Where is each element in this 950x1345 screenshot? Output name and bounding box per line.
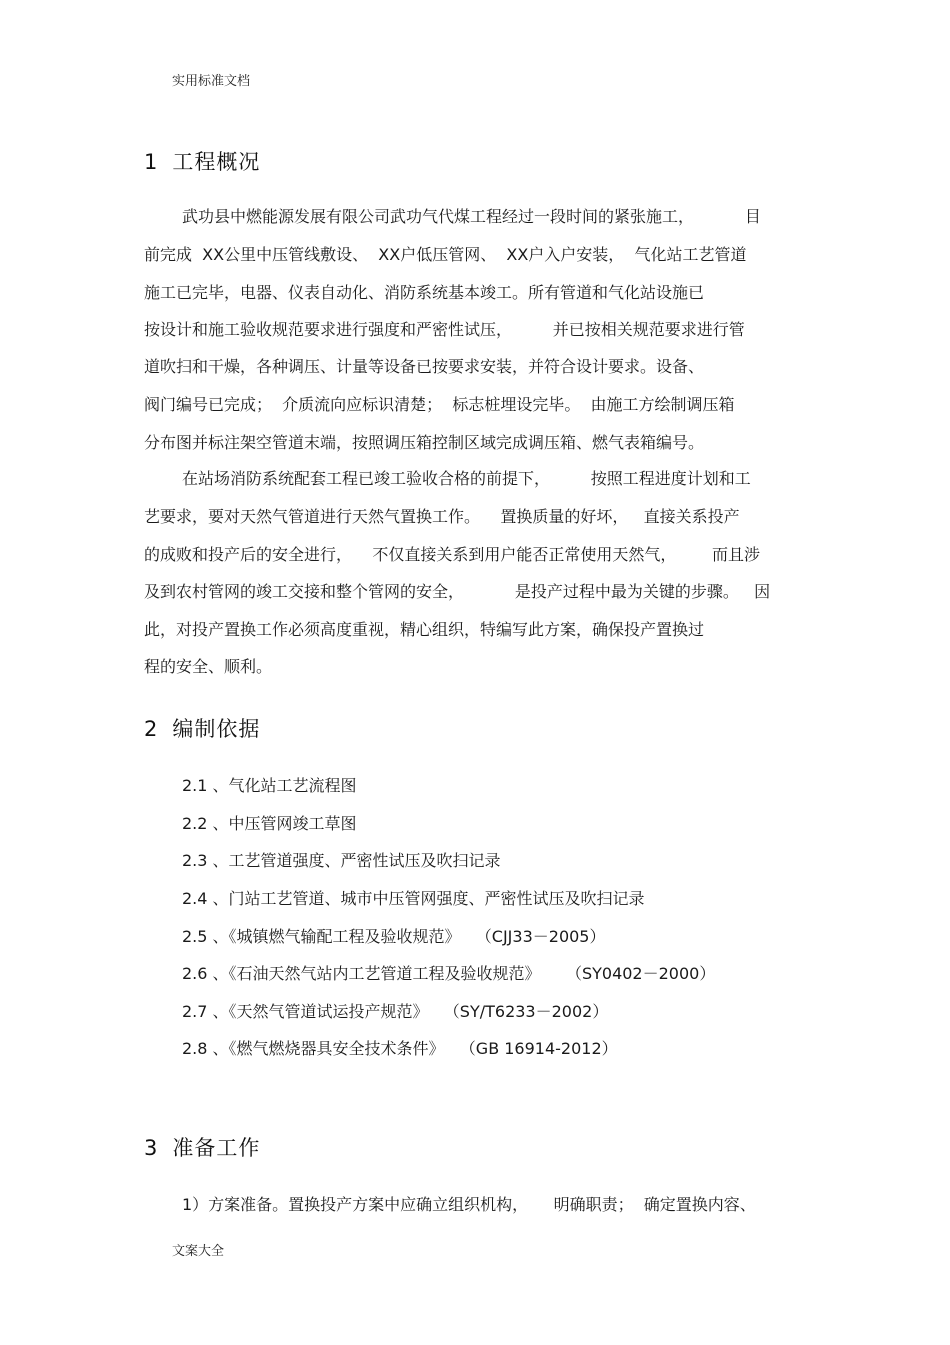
page-header: 实用标准文档	[172, 74, 251, 89]
paragraph-line: 此，对投产置换工作必须高度重视，精心组织，特编写此方案，确保投产置换过	[144, 620, 705, 639]
list-item: 2.5 、《城镇燃气输配工程及验收规范》 （CJJ33－2005）	[182, 927, 606, 946]
section-1-heading	[144, 146, 260, 176]
paragraph-line: 及到农村管网的竣工交接和整个管网的安全， 是投产过程中最为关键的步骤。 因	[144, 582, 771, 601]
paragraph-line: 艺要求，要对天然气管道进行天然气置换工作。 置换质量的好坏， 直接关系投产	[144, 507, 740, 526]
section-title: 准备工作	[172, 1136, 261, 1160]
paragraph-line: 分布图并标注架空管道末端，按照调压箱控制区域完成调压箱、燃气表箱编号。	[144, 433, 705, 452]
paragraph-line: 武功县中燃能源发展有限公司武功气代煤工程经过一段时间的紧张施工， 目	[182, 207, 761, 226]
list-item: 2.7 、《天然气管道试运投产规范》 （SY/T6233－2002）	[182, 1002, 609, 1021]
list-item: 2.8 、《燃气燃烧器具安全技术条件》 （GB 16914-2012）	[182, 1039, 618, 1058]
paragraph-line: 按设计和施工验收规范要求进行强度和严密性试压， 并已按相关规范要求进行管	[144, 320, 745, 339]
paragraph-line: 的成败和投产后的安全进行， 不仅直接关系到用户能否正常使用天然气， 而且涉	[144, 545, 760, 564]
paragraph-line: 程的安全、顺利。	[144, 657, 273, 676]
section-title: 工程概况	[172, 150, 261, 174]
page-footer: 文案大全	[172, 1244, 225, 1259]
paragraph-line: 阀门编号已完成； 介质流向应标识清楚； 标志桩埋设完毕。 由施工方绘制调压箱	[144, 395, 735, 414]
list-item: 2.3 、工艺管道强度、严密性试压及吹扫记录	[182, 851, 501, 870]
list-item: 2.2 、中压管网竣工草图	[182, 814, 357, 833]
paragraph-line: 前完成 XX公里中压管线敷设、 XX户低压管网、 XX户入户安装， 气化站工艺管道	[144, 245, 747, 264]
section-title: 编制依据	[172, 717, 261, 741]
list-item: 2.1 、气化站工艺流程图	[182, 776, 357, 795]
paragraph-line: 道吹扫和干燥，各种调压、计量等设备已按要求安装，并符合设计要求。设备、	[144, 357, 705, 376]
section-number: 1	[144, 150, 159, 174]
section-number: 2	[144, 717, 159, 741]
section-number: 3	[144, 1136, 159, 1160]
paragraph-line: 施工已完毕，电器、仪表自动化、消防系统基本竣工。所有管道和气化站设施已	[144, 283, 705, 302]
paragraph-line: 1）方案准备。置换投产方案中应确立组织机构， 明确职责； 确定置换内容、	[182, 1195, 756, 1214]
paragraph-line: 在站场消防系统配套工程已竣工验收合格的前提下， 按照工程进度计划和工	[182, 469, 751, 488]
section-3-heading	[144, 1132, 260, 1162]
list-item: 2.6 、《石油天然气站内工艺管道工程及验收规范》 （SY0402－2000）	[182, 964, 716, 983]
list-item: 2.4 、门站工艺管道、城市中压管网强度、严密性试压及吹扫记录	[182, 889, 645, 908]
section-2-heading	[144, 713, 260, 743]
